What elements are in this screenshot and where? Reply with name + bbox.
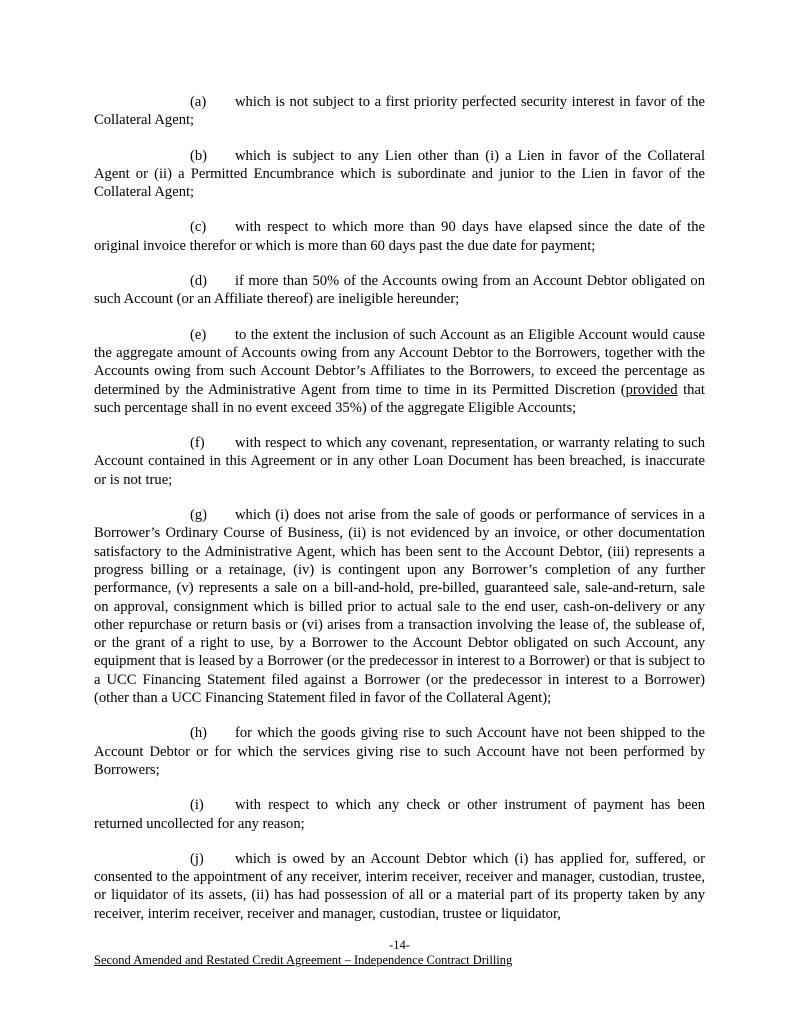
clause-d [94, 272, 705, 309]
clause-text: which is not subject to a first priority perfected security interest in favor of the Collateral Agent; [94, 94, 705, 129]
clause-j [94, 850, 705, 923]
clause-label: (b) [190, 147, 208, 164]
clause-f [94, 434, 705, 489]
document-body [94, 93, 705, 940]
clause-label: (j) [190, 850, 204, 867]
clause-g [94, 506, 705, 707]
clause-text: with respect to which any covenant, representation, or warranty relating to such Account contained in this Agreement or in any other Loan Document has been breached, is inaccurate or is not true; [94, 435, 705, 488]
clause-text: with respect to which any check or other instrument of payment has been returned uncollected for any reason; [94, 797, 705, 832]
footer-document-title: Second Amended and Restated Credit Agreement – Independence Contract Drilling [94, 953, 513, 967]
clause-text: which is owed by an Account Debtor which (i) has applied for, suffered, or consented to the appointment of any receiver, interim receiver, receiver and manager, custodian, trustee, or liquidator of its assets, (ii) has had possession of all or a material part of its property taken by any receiver, interim receiver, receiver and manager, custodian, trustee or liquidator, [94, 850, 705, 922]
clause-e [94, 326, 705, 417]
clause-text: for which the goods giving rise to such Account have not been shipped to the Account Debtor or for which the services giving rise to such Account have not been performed by Borrowers; [94, 725, 705, 778]
clause-a [94, 93, 705, 130]
clause-label: (h) [190, 725, 208, 742]
clause-label: (c) [190, 219, 207, 236]
clause-text: which is subject to any Lien other than (i) a Lien in favor of the Collateral Agent or (ii) a Permitted Encumbrance which is subordinate and junior to the Lien in favor of the Collateral Agent; [94, 147, 705, 201]
clause-text-after: that such percentage shall in no event exceed 35%) of the aggregate Eligible Accounts; [94, 381, 705, 416]
clause-i [94, 796, 705, 833]
clause-label: (i) [190, 797, 204, 814]
clause-label: (d) [190, 273, 208, 290]
clause-text-before: to the extent the inclusion of such Account as an Eligible Account would cause the aggregate amount of Accounts owing from any Account Debtor to the Borrowers, together with the Accounts owing from such Account Debtor’s Affiliates to the Borrowers, to exceed the percentage as determined by the Administrative Agent from time to time in its Permitted Discretion ( [94, 326, 705, 398]
clause-label: (a) [190, 94, 207, 110]
clause-text: if more than 50% of the Accounts owing from an Account Debtor obligated on such Account (or an Affiliate thereof) are ineligible hereunder; [94, 273, 705, 308]
clause-h [94, 724, 705, 779]
provided-term: provided [625, 381, 678, 398]
page-number: -14- [389, 938, 410, 952]
clause-c [94, 218, 705, 255]
clause-text: which (i) does not arise from the sale of goods or performance of services in a Borrower’s Ordinary Course of Business, (ii) is not evidenced by an invoice, or other documentation satisfactory to the Administrative Agent, which has been sent to the Account Debtor, (iii) represents a progress billing or a retainage, (iv) is contingent upon any Borrower’s completion of any further performance, (v) represents a sale on a bill-and-hold, pre-billed, guaranteed sale, sale-and-return, sale on approval, consignment which is billed prior to actual sale to the end user, cash-on-delivery or any other repurchase or return basis or (vi) arises from a transaction involving the lease of, the sublease of, or the grant of a right to use, by a Borrower to the Account Debtor obligated on such Account, any equipment that is leased by a Borrower (or the predecessor in interest to a Borrower) or that is subject to a UCC Financing Statement filed against a Borrower (or the predecessor in interest to a Borrower) (other than a UCC Financing Statement filed in favor of the Collateral Agent); [94, 507, 705, 707]
clause-label: (e) [190, 326, 207, 343]
clause-label: (g) [190, 507, 208, 524]
clause-text: with respect to which more than 90 days have elapsed since the date of the original invoice therefor or which is more than 60 days past the due date for payment; [94, 219, 705, 254]
clause-label: (f) [190, 435, 205, 452]
clause-b [94, 147, 705, 202]
